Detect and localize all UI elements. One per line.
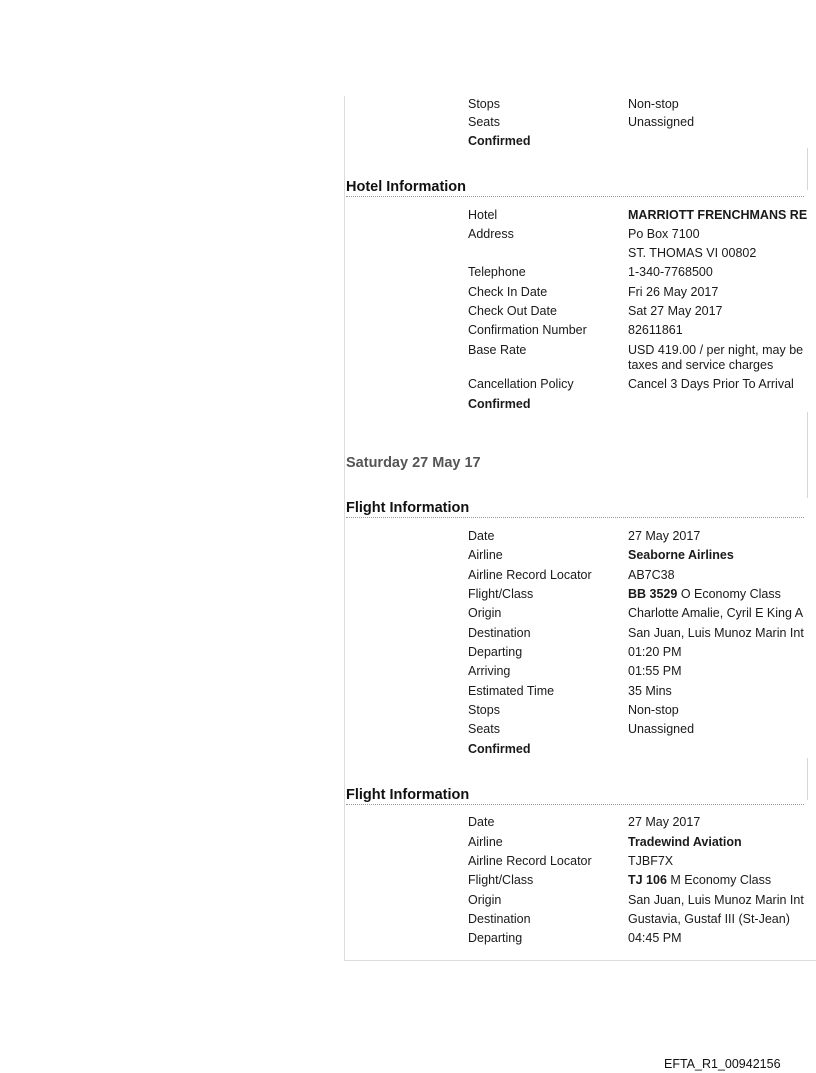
flight-section-title: Flight Information (346, 787, 470, 803)
document-id: EFTA_R1_00942156 (664, 1057, 781, 1071)
date-value: 27 May 2017 (628, 815, 701, 829)
airline-value: Tradewind Aviation (628, 835, 742, 849)
seats-label: Seats (468, 722, 500, 736)
class-name: M Economy Class (666, 873, 772, 887)
confirmed-status: Confirmed (468, 742, 531, 756)
hotel-label: Hotel (468, 208, 498, 222)
seats-label: Seats (468, 115, 500, 129)
confirmation-number-label: Confirmation Number (468, 323, 587, 337)
airline-label: Airline (468, 835, 503, 849)
base-rate-line2: taxes and service charges (628, 358, 774, 372)
confirmed-status: Confirmed (468, 134, 531, 148)
divider (807, 412, 808, 498)
record-locator-label: Airline Record Locator (468, 854, 592, 868)
airline-label: Airline (468, 548, 503, 562)
date-value: 27 May 2017 (628, 529, 701, 543)
departing-value: 01:20 PM (628, 645, 682, 659)
destination-value: San Juan, Luis Munoz Marin Int (628, 626, 804, 640)
record-locator-value: AB7C38 (628, 568, 675, 582)
divider (807, 148, 808, 190)
section-rule (346, 196, 804, 197)
checkout-label: Check Out Date (468, 304, 557, 318)
hotel-name: MARRIOTT FRENCHMANS RE (628, 208, 808, 222)
checkin-label: Check In Date (468, 285, 548, 299)
destination-label: Destination (468, 912, 531, 926)
departing-label: Departing (468, 645, 523, 659)
base-rate-line1: USD 419.00 / per night, may be (628, 343, 804, 357)
record-locator-value: TJBF7X (628, 854, 674, 868)
record-locator-label: Airline Record Locator (468, 568, 592, 582)
day-header: Saturday 27 May 17 (346, 455, 481, 471)
stops-label: Stops (468, 703, 500, 717)
seats-value: Unassigned (628, 722, 695, 736)
stops-value: Non-stop (628, 97, 679, 111)
section-rule (346, 804, 804, 805)
origin-label: Origin (468, 606, 502, 620)
airline-value: Seaborne Airlines (628, 548, 734, 562)
address-line1: Po Box 7100 (628, 227, 700, 241)
date-label: Date (468, 529, 495, 543)
base-rate-label: Base Rate (468, 343, 527, 357)
cancellation-value: Cancel 3 Days Prior To Arrival (628, 377, 794, 391)
confirmation-number-value: 82611861 (628, 323, 683, 337)
departing-label: Departing (468, 931, 523, 945)
divider (807, 758, 808, 800)
date-label: Date (468, 815, 495, 829)
itinerary-frame (344, 96, 816, 961)
flight-class-label: Flight/Class (468, 587, 534, 601)
section-rule (346, 517, 804, 518)
estimated-time-label: Estimated Time (468, 684, 555, 698)
checkout-value: Sat 27 May 2017 (628, 304, 723, 318)
flight-class-value (628, 587, 781, 601)
flight-number: TJ 106 (628, 873, 667, 887)
class-name: O Economy Class (677, 587, 781, 601)
address-label: Address (468, 227, 514, 241)
address-line2: ST. THOMAS VI 00802 (628, 246, 757, 260)
seats-value: Unassigned (628, 115, 695, 129)
checkin-value: Fri 26 May 2017 (628, 285, 719, 299)
origin-label: Origin (468, 893, 502, 907)
stops-value: Non-stop (628, 703, 679, 717)
stops-label: Stops (468, 97, 500, 111)
destination-value: Gustavia, Gustaf III (St-Jean) (628, 912, 790, 926)
telephone-value: 1-340-7768500 (628, 265, 713, 279)
cancellation-label: Cancellation Policy (468, 377, 574, 391)
arriving-value: 01:55 PM (628, 664, 682, 678)
confirmed-status: Confirmed (468, 397, 531, 411)
flight-number: BB 3529 (628, 587, 678, 601)
estimated-time-value: 35 Mins (628, 684, 672, 698)
origin-value: Charlotte Amalie, Cyril E King A (628, 606, 804, 620)
flight-class-label: Flight/Class (468, 873, 534, 887)
flight-section-title: Flight Information (346, 500, 470, 516)
telephone-label: Telephone (468, 265, 526, 279)
departing-value: 04:45 PM (628, 931, 682, 945)
hotel-section-title: Hotel Information (346, 179, 467, 195)
destination-label: Destination (468, 626, 531, 640)
origin-value: San Juan, Luis Munoz Marin Int (628, 893, 804, 907)
flight-class-value (628, 873, 771, 887)
arriving-label: Arriving (468, 664, 511, 678)
